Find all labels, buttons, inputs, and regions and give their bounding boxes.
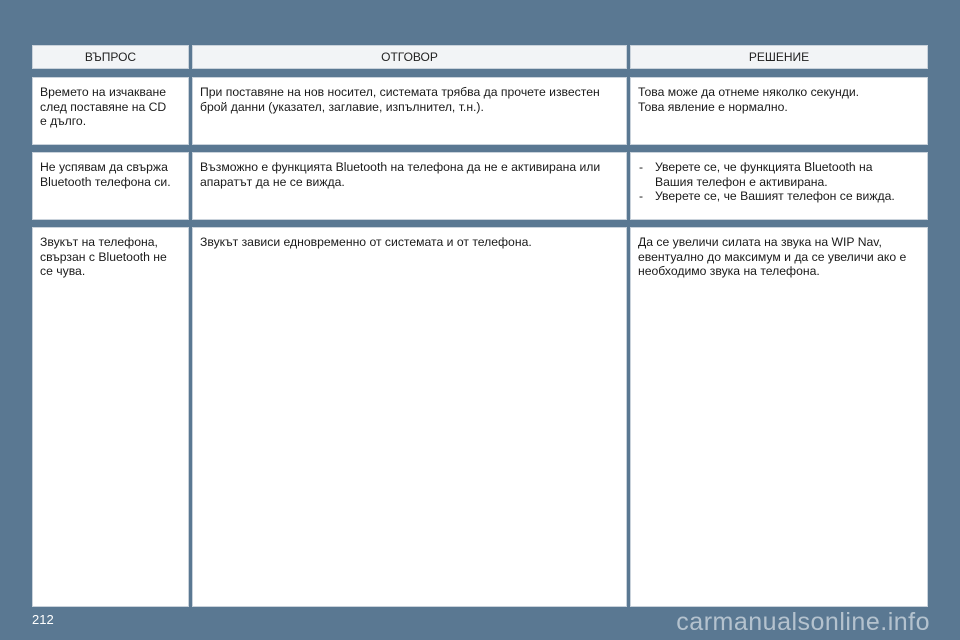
row-3-question: Звукът на телефона, свързан с Bluetooth не се чува. [40,235,167,279]
bullet-dash: - [639,160,644,174]
row-3-solution: Да се увеличи силата на звука на WIP Nav, евентуално до максимум и да се увеличи ако е необходимо звука на телефона. [638,235,907,279]
list-item [638,160,921,189]
row-1-question-cell [32,77,189,145]
row-2-answer: Възможно е функцията Bluetooth на телефона да не е активирана или апаратът да не се вижда. [200,160,601,189]
row-2-question: Не успявам да свържа Bluetooth телефона си. [40,160,171,189]
page-number: 212 [32,612,54,627]
row-3-answer-cell [192,227,627,607]
row-1-solution: Това може да отнеме няколко секунди. Това явление е нормално. [638,85,860,114]
header-answer: ОТГОВОР [192,45,627,69]
row-3-question-cell [32,227,189,607]
row-1-answer-cell [192,77,627,145]
row-2-solution-cell [630,152,928,220]
row-1-answer: При поставяне на нов носител, системата трябва да прочете известен брой данни (указател, заглавие, изпълнител, т.н.). [200,85,600,114]
list-item [638,189,921,204]
watermark: carmanualsonline.info [676,608,930,636]
row-3-answer: Звукът зависи едновременно от системата и от телефона. [200,235,532,249]
row-2-solution-item-2: Уверете се, че Вашият телефон се вижда. [655,189,895,204]
row-2-question-cell [32,152,189,220]
row-1-solution-cell [630,77,928,145]
header-solution: РЕШЕНИЕ [630,45,928,69]
row-2-answer-cell [192,152,627,220]
row-2-solution-item-1: Уверете се, че функцията Bluetooth на Вашия телефон е активирана. [655,160,873,189]
row-3-solution-cell [630,227,928,607]
bullet-dash: - [639,189,644,204]
row-1-question: Времето на изчакване след поставяне на CD е дълго. [40,85,167,129]
header-question: ВЪПРОС [32,45,189,69]
row-2-solution-list [638,160,921,204]
